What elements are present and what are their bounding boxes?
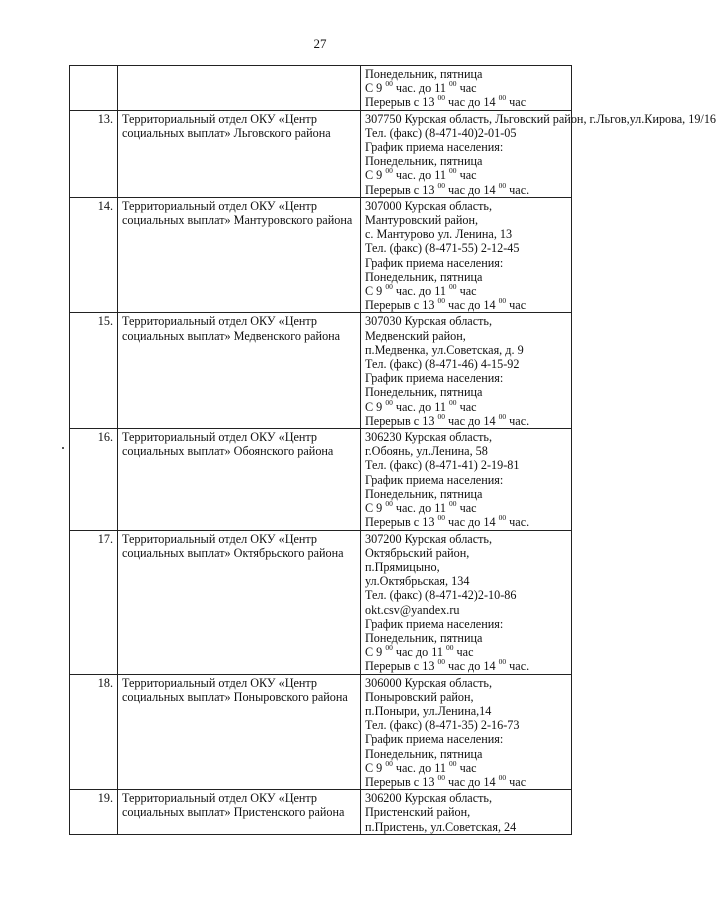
schedule-line xyxy=(365,81,567,95)
schedule-text: час. до 11 xyxy=(392,501,450,516)
address-line: Мантуровский район, xyxy=(365,213,479,228)
address-line: График приема населения: xyxy=(365,371,504,386)
address-line: Тел. (факс) (8-471-35) 2-16-73 xyxy=(365,718,520,733)
time-minutes-superscript: 00 xyxy=(498,93,507,103)
time-minutes-superscript: 00 xyxy=(385,166,393,176)
office-contacts xyxy=(361,790,572,835)
schedule-text: С 9 xyxy=(365,645,386,660)
schedule-line: Понедельник, пятница xyxy=(365,630,483,645)
schedule-line: Понедельник, пятница xyxy=(365,67,483,81)
schedule-text: час до 14 xyxy=(445,515,499,530)
table-row xyxy=(70,66,572,111)
schedule-text: час до 11 xyxy=(392,645,446,660)
schedule-line xyxy=(365,95,567,109)
address-line: п.Прямицыно, xyxy=(365,559,440,574)
page-number: 27 xyxy=(313,36,327,51)
schedule-text: Перерыв с 13 xyxy=(365,413,438,428)
schedule-text: час. до 11 xyxy=(392,168,450,183)
schedule-line xyxy=(365,281,567,299)
table-row xyxy=(70,790,572,835)
time-minutes-superscript: 00 xyxy=(498,296,507,306)
time-minutes-superscript: 00 xyxy=(385,79,393,89)
time-minutes-superscript: 00 xyxy=(449,397,457,407)
address-line: п.Медвенка, ул.Советская, д. 9 xyxy=(365,342,524,357)
schedule-text: час до 14 xyxy=(445,659,499,674)
row-number: 13. xyxy=(70,110,118,197)
schedule-text: час xyxy=(456,81,477,96)
schedule-line xyxy=(365,501,567,515)
time-minutes-superscript: 00 xyxy=(437,93,445,103)
schedule-text: час xyxy=(456,501,477,516)
schedule-text: Перерыв с 13 xyxy=(365,298,438,313)
schedule-line xyxy=(365,298,567,312)
office-name: Территориальный отдел ОКУ «Центр социальных выплат» Октябрьского района xyxy=(118,530,361,674)
schedule-line xyxy=(365,180,567,197)
address-line: Пристенский район, xyxy=(365,805,471,820)
office-name xyxy=(118,66,361,111)
office-contacts xyxy=(361,110,716,197)
schedule-text: час. до 11 xyxy=(392,399,450,414)
schedule-line xyxy=(365,397,567,414)
time-minutes-superscript: 00 xyxy=(437,180,445,190)
address-line: Тел. (факс) (8-471-46) 4-15-92 xyxy=(365,357,520,372)
schedule-line xyxy=(365,411,567,428)
address-line: График приема населения: xyxy=(365,140,504,155)
office-contacts xyxy=(361,313,572,429)
time-minutes-superscript: 00 xyxy=(498,772,507,782)
schedule-text: час xyxy=(506,774,527,789)
schedule-text: час. xyxy=(506,659,530,674)
table-row xyxy=(70,674,572,790)
schedule-line: Понедельник, пятница xyxy=(365,746,483,761)
address-line: 306230 Курская область, xyxy=(365,430,493,445)
schedule-text: час до 14 xyxy=(445,774,499,789)
schedule-text: час. xyxy=(506,515,530,530)
address-line: График приема населения: xyxy=(365,472,504,487)
time-minutes-superscript: 00 xyxy=(385,643,393,653)
address-line: п.Пристень, ул.Советская, 24 xyxy=(365,819,517,834)
schedule-text: час до 14 xyxy=(445,182,499,197)
schedule-text: час. до 11 xyxy=(392,81,450,96)
schedule-line xyxy=(365,772,567,789)
address-line: Тел. (факс) (8-471-40)2-01-05 xyxy=(365,125,517,140)
schedule-text: С 9 xyxy=(365,399,386,414)
time-minutes-superscript: 00 xyxy=(385,758,393,768)
schedule-line xyxy=(365,168,567,182)
schedule-text: Перерыв с 13 xyxy=(365,95,438,110)
schedule-text: час до 14 xyxy=(445,413,499,428)
schedule-line: Понедельник, пятница xyxy=(365,385,483,400)
row-number: 19. xyxy=(70,790,118,835)
schedule-line: Понедельник, пятница xyxy=(365,486,483,501)
schedule-line: Понедельник, пятница xyxy=(365,269,483,284)
time-minutes-superscript: 00 xyxy=(385,499,393,509)
time-minutes-superscript: 00 xyxy=(498,513,507,523)
schedule-text: С 9 xyxy=(365,81,386,96)
address-line: Октябрьский район, xyxy=(365,545,470,560)
address-line: Тел. (факс) (8-471-41) 2-19-81 xyxy=(365,458,520,473)
office-name: Территориальный отдел ОКУ «Центр социальных выплат» Обоянского района xyxy=(118,429,361,530)
schedule-text: час xyxy=(456,399,477,414)
schedule-text: час xyxy=(453,645,474,660)
office-contacts xyxy=(361,197,572,313)
time-minutes-superscript: 00 xyxy=(498,657,507,667)
time-minutes-superscript: 00 xyxy=(498,180,507,190)
address-line: 307750 Курская область, Льговский район, г.Льгов,ул.Кирова, 19/16 xyxy=(365,111,716,126)
table-row xyxy=(70,110,572,197)
address-line: Тел. (факс) (8-471-42)2-10-86 xyxy=(365,588,517,603)
address-line: okt.csv@yandex.ru xyxy=(365,602,460,617)
schedule-line xyxy=(365,659,567,673)
schedule-text: Перерыв с 13 xyxy=(365,515,438,530)
address-line: с. Мантурово ул. Ленина, 13 xyxy=(365,227,513,242)
office-name: Территориальный отдел ОКУ «Центр социальных выплат» Медвенского района xyxy=(118,313,361,429)
address-line: 306200 Курская область, xyxy=(365,791,493,806)
address-line: ул.Октябрьская, 134 xyxy=(365,574,470,589)
office-name: Территориальный отдел ОКУ «Центр социальных выплат» Поныровского района xyxy=(118,674,361,790)
time-minutes-superscript: 00 xyxy=(437,411,445,421)
schedule-line xyxy=(365,515,567,529)
address-line: 307200 Курская область, xyxy=(365,531,493,546)
address-line: 307030 Курская область, xyxy=(365,314,493,329)
time-minutes-superscript: 00 xyxy=(449,758,457,768)
schedule-text: Перерыв с 13 xyxy=(365,182,438,197)
offices-table-body xyxy=(70,66,716,835)
schedule-text: час xyxy=(506,298,527,313)
schedule-text: час. до 11 xyxy=(392,760,450,775)
schedule-text: час xyxy=(506,95,527,110)
schedule-text: С 9 xyxy=(365,168,386,183)
time-minutes-superscript: 00 xyxy=(437,772,445,782)
schedule-text: С 9 xyxy=(365,760,386,775)
time-minutes-superscript: 00 xyxy=(446,643,454,653)
row-number: 14. xyxy=(70,197,118,313)
schedule-text: С 9 xyxy=(365,501,386,516)
schedule-text: час. xyxy=(506,182,530,197)
time-minutes-superscript: 00 xyxy=(449,499,457,509)
row-number: 17. xyxy=(70,530,118,674)
row-number: 18. xyxy=(70,674,118,790)
office-name: Территориальный отдел ОКУ «Центр социальных выплат» Пристенского района xyxy=(118,790,361,835)
scan-speck xyxy=(62,447,64,449)
schedule-text: час xyxy=(456,168,477,183)
schedule-text: час до 14 xyxy=(445,95,499,110)
address-line: г.Обоянь, ул.Ленина, 58 xyxy=(365,444,488,459)
table-row xyxy=(70,429,572,530)
office-contacts xyxy=(361,530,572,674)
schedule-text: час до 14 xyxy=(445,298,499,313)
address-line: Медвенский район, xyxy=(365,328,466,343)
schedule-line: Понедельник, пятница xyxy=(365,154,483,169)
office-name: Территориальный отдел ОКУ «Центр социальных выплат» Льговского района xyxy=(118,110,361,197)
address-line: График приема населения: xyxy=(365,616,504,631)
schedule-text: час. xyxy=(506,413,530,428)
address-line: Тел. (факс) (8-471-55) 2-12-45 xyxy=(365,241,520,256)
table-row xyxy=(70,313,572,429)
row-number xyxy=(70,66,118,111)
address-line: 306000 Курская область, xyxy=(365,675,493,690)
offices-table xyxy=(69,65,716,835)
table-row xyxy=(70,197,572,313)
schedule-line xyxy=(365,645,567,659)
time-minutes-superscript: 00 xyxy=(385,397,393,407)
table-row xyxy=(70,530,572,674)
office-contacts xyxy=(361,66,572,111)
address-line: 307000 Курская область, xyxy=(365,198,493,213)
address-line: График приема населения: xyxy=(365,732,504,747)
schedule-text: Перерыв с 13 xyxy=(365,774,438,789)
office-contacts xyxy=(361,674,572,790)
time-minutes-superscript: 00 xyxy=(385,281,393,291)
time-minutes-superscript: 00 xyxy=(449,281,457,291)
row-number: 15. xyxy=(70,313,118,429)
time-minutes-superscript: 00 xyxy=(449,166,457,176)
time-minutes-superscript: 00 xyxy=(437,296,445,306)
schedule-text: час xyxy=(456,284,477,299)
address-line: Поныровский район, xyxy=(365,689,474,704)
schedule-line xyxy=(365,758,567,775)
address-line: п.Поныри, ул.Ленина,14 xyxy=(365,703,492,718)
time-minutes-superscript: 00 xyxy=(437,657,445,667)
address-line: График приема населения: xyxy=(365,255,504,270)
row-number: 16. xyxy=(70,429,118,530)
schedule-text: час xyxy=(456,760,477,775)
schedule-text: час. до 11 xyxy=(392,284,450,299)
time-minutes-superscript: 00 xyxy=(449,79,457,89)
office-name: Территориальный отдел ОКУ «Центр социальных выплат» Мантуровского района xyxy=(118,197,361,313)
schedule-text: Перерыв с 13 xyxy=(365,659,438,674)
office-contacts xyxy=(361,429,572,530)
time-minutes-superscript: 00 xyxy=(498,411,507,421)
time-minutes-superscript: 00 xyxy=(437,513,445,523)
schedule-text: С 9 xyxy=(365,284,386,299)
